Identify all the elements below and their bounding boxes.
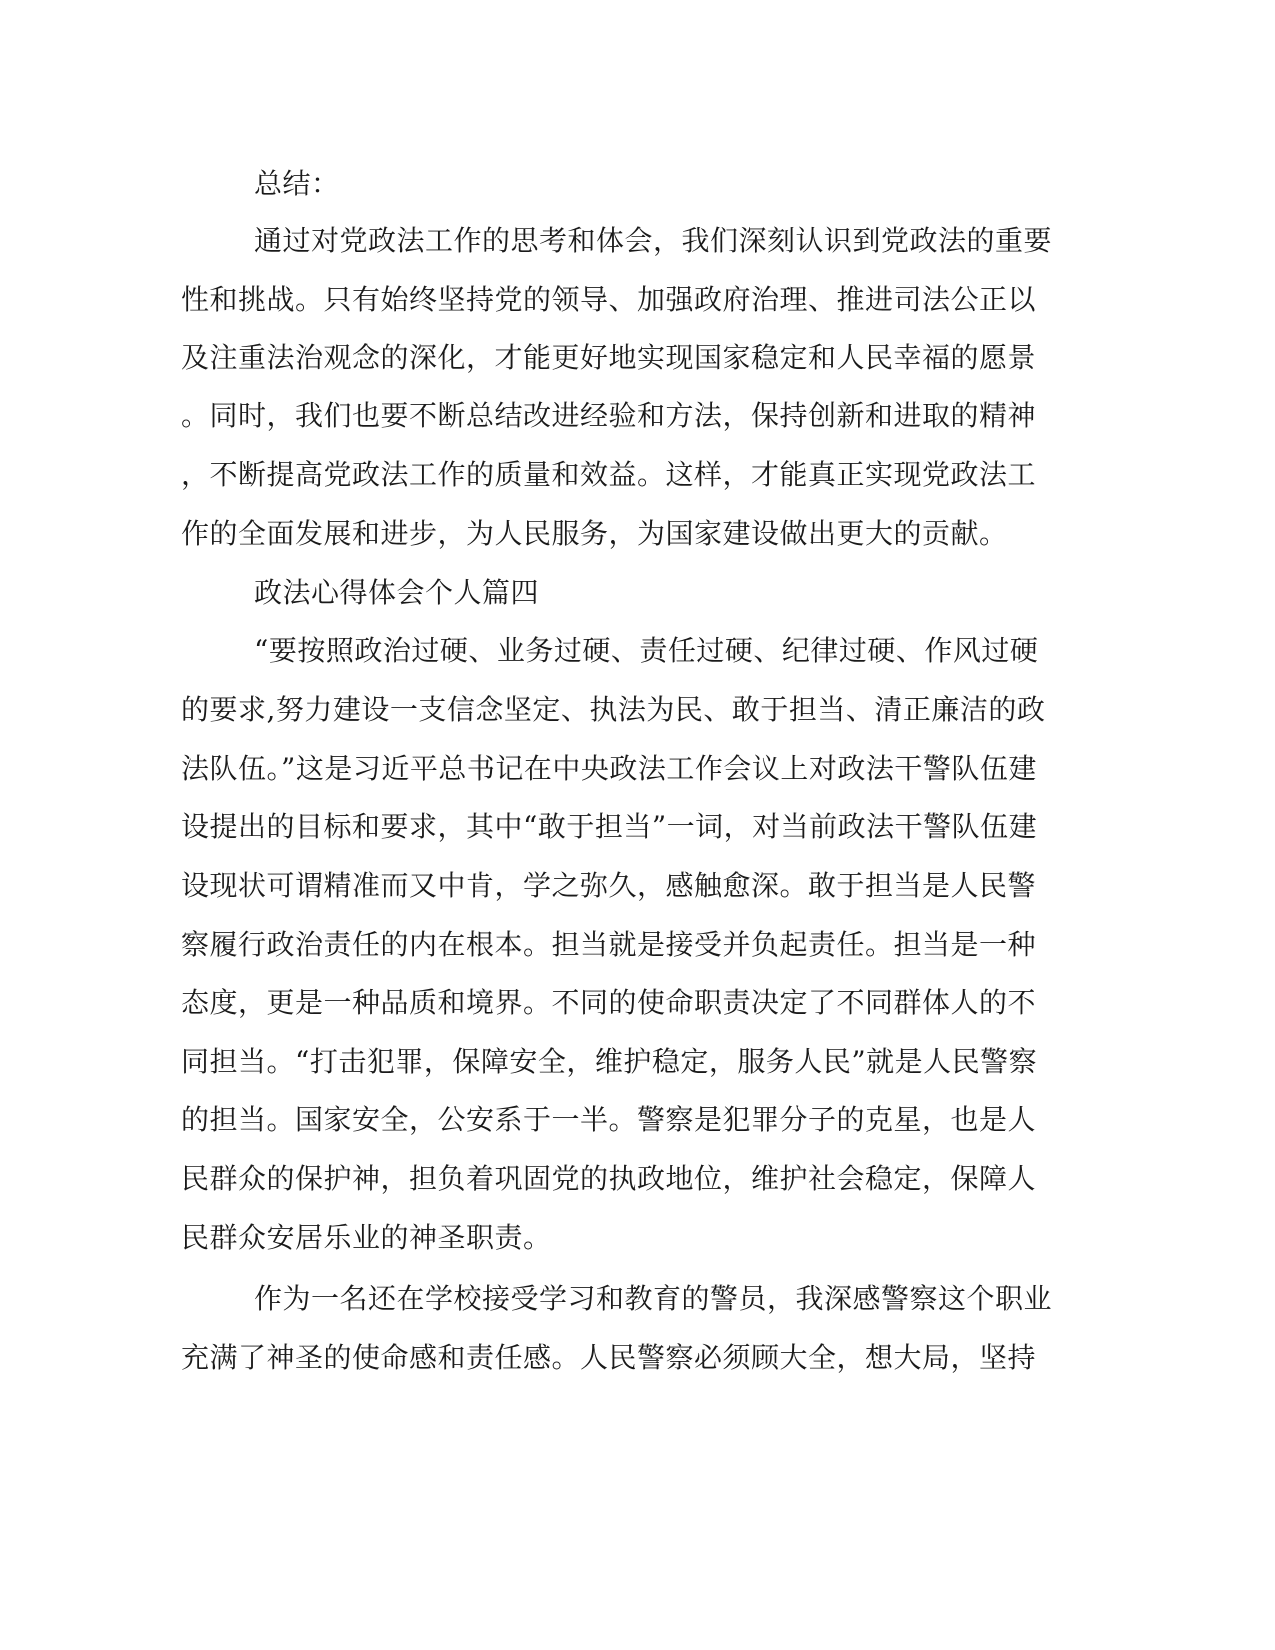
summary-heading: 总结： [254,167,340,200]
section-heading: 政法心得体会个人篇四 [254,576,540,609]
paragraph-line: 察履行政治责任的内在根本。担当就是接受并负起责任。担当是一种 [181,928,1037,961]
paragraph-line: 设提出的目标和要求，其中“敢于担当”一词，对当前政法干警队伍建 [181,810,1038,843]
paragraph-line: 及注重法治观念的深化，才能更好地实现国家稳定和人民幸福的愿景 [181,341,1037,374]
paragraph-line: 的要求,努力建设一支信念坚定、执法为民、敢于担当、清正廉洁的政 [181,693,1046,726]
paragraph-line: 性和挑战。只有始终坚持党的领导、加强政府治理、推进司法公正以 [181,283,1037,316]
paragraph-line: 民群众安居乐业的神圣职责。 [181,1221,552,1254]
paragraph-line: 态度，更是一种品质和境界。不同的使命职责决定了不同群体人的不 [181,986,1037,1019]
paragraph-line: “要按照政治过硬、业务过硬、责任过硬、纪律过硬、作风过硬 [254,634,1039,667]
paragraph-line: 作为一名还在学校接受学习和教育的警员，我深感警察这个职业 [254,1282,1053,1315]
paragraph-line: ，不断提高党政法工作的质量和效益。这样，才能真正实现党政法工 [181,458,1037,491]
paragraph-line: 设现状可谓精准而又中肯，学之弥久，感触愈深。敢于担当是人民警 [181,869,1037,902]
paragraph-line: 的担当。国家安全，公安系于一半。警察是犯罪分子的克星，也是人 [181,1103,1037,1136]
paragraph-line: 同担当。“打击犯罪，保障安全，维护稳定，服务人民”就是人民警察 [181,1045,1038,1078]
paragraph-line: 通过对党政法工作的思考和体会，我们深刻认识到党政法的重要 [254,224,1053,257]
paragraph-line: 民群众的保护神，担负着巩固党的执政地位，维护社会稳定，保障人 [181,1162,1037,1195]
paragraph-line: 充满了神圣的使命感和责任感。人民警察必须顾大全，想大局，坚持 [181,1341,1037,1374]
paragraph-line: 作的全面发展和进步，为人民服务，为国家建设做出更大的贡献。 [181,517,1008,550]
paragraph-line: 法队伍。”这是习近平总书记在中央政法工作会议上对政法干警队伍建 [181,752,1037,785]
paragraph-line: 。同时，我们也要不断总结改进经验和方法，保持创新和进取的精神 [181,399,1037,432]
